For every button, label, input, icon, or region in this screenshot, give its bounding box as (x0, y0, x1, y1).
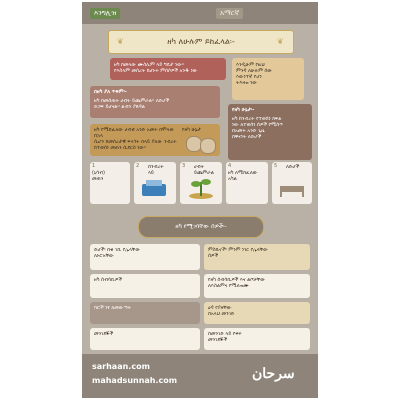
advantages-body: ዘካ በመስጠት ሀብት ይጨምራል፡፡ ለድሆች ድጋፍ ይሆናል፡፡ ልብን ያጸዳል (94, 98, 170, 110)
step-card (180, 162, 222, 204)
website-link[interactable]: mahadsunnah.com (92, 376, 178, 385)
step-number: 4 (228, 163, 232, 169)
recipient-item (90, 244, 200, 270)
basket-icon (140, 176, 168, 198)
step-number: 3 (182, 163, 186, 169)
nisab-box (90, 124, 220, 156)
conditions-body: ዘካ ከንብረት የተወሰነ ክፍል ነው ለተወሰነ ሰዎች የሚሰጥ በአመት አንድ ጊዜ በዋናነት ለድሆች (232, 116, 284, 140)
recipient-item (204, 328, 310, 350)
step-number: 5 (274, 163, 278, 169)
recipients-banner (138, 216, 264, 238)
step-label: ሀብት ይጨምራል (194, 164, 214, 176)
step-label: ለድሆች (286, 164, 300, 170)
recipient-text: ባሮች ነፃ ለመውጣት (94, 305, 131, 311)
flourish-icon: ❦ (277, 37, 284, 46)
step-number: 1 (92, 163, 96, 169)
recipient-item (204, 274, 310, 298)
coin-icon (200, 138, 216, 154)
recipient-text: ዕዳ የያዛቸው በአላህ መንገድ (208, 305, 235, 317)
intro-box-left (110, 58, 226, 80)
plant-coins-icon (186, 174, 216, 200)
step-label: በንብረት ላይ (148, 164, 164, 176)
nisab-text: ዘካ የሚከፈለው ሀብቱ አንድ አመት ከሞላው በኋላ ሲሆን ከመሰረታዊ ፍላጎት በላይ ያለው ንብረት ከተወሰነ መጠን ሲደርስ ነው፡፡ (94, 127, 177, 151)
poster (82, 2, 318, 398)
step-label: (ኒሳብ) መጠን (92, 170, 105, 182)
bed-icon (278, 180, 306, 198)
conditions-title: የዘካ ሁኔታ፡- (232, 107, 255, 113)
logo-text: سرحان (252, 366, 295, 382)
recipient-item (204, 244, 310, 270)
logo (252, 362, 306, 390)
step-number: 2 (136, 163, 140, 169)
page-title: ዘካ ለሁሉም ይከፈላል፡- (167, 37, 235, 46)
language-tag-left[interactable]: እንግሊዝ (90, 8, 120, 19)
recipient-text: ምስኪኖች፡ ምንም ነገር የሌላቸው ሰዎች (208, 247, 268, 259)
recipient-text: ድሆች፡ በቂ ገቢ የሌላቸው ለኑሮአቸው (94, 247, 141, 259)
recipient-text: ዘካ ሰብሳቢዎች (94, 277, 122, 283)
top-bar (82, 2, 318, 24)
recipient-item (90, 328, 200, 350)
step-card (272, 162, 312, 204)
step-label: ዘካ ለሚከፈለው አካል (228, 170, 258, 182)
recipient-item (90, 302, 200, 324)
title-banner (108, 30, 294, 54)
step-card (226, 162, 268, 204)
recipient-text: በመንገድ ላይ የቀሩ መንገደኞች (208, 331, 242, 343)
recipient-item (204, 302, 310, 324)
conditions-box (228, 104, 312, 160)
step-card (134, 162, 176, 204)
advantages-box (90, 86, 220, 118)
intro-right-text: እንዲሁም የዚህ ምንዳ ለሁሉም ሰው እውነተኛ የሆነ ትእዛዝ ነው (236, 62, 273, 86)
recipient-item (90, 274, 200, 298)
footer (82, 354, 318, 398)
recipient-text: መንገደኞች (94, 331, 114, 337)
website-link[interactable]: sarhaan.com (92, 362, 150, 371)
intro-box-right (232, 58, 304, 100)
nisab-label: የዘካ ሁኔታ (182, 127, 201, 133)
recipients-title: ዘካ የሚገባቸው ሰዎች፡- (175, 223, 227, 230)
recipient-text: የዘካ ሰብሳቢዎች እና ልቦቻቸው ለእስልምና የሚለዝሙ (208, 277, 266, 289)
flourish-icon: ❦ (117, 37, 124, 46)
advantages-title: በዘካ ያለ ጥቅም፡- (94, 89, 127, 95)
language-tag-right[interactable]: አማርኛ (216, 8, 243, 19)
step-card (90, 162, 130, 204)
intro-left-text: ዘካ በመላው ሙስሊም ላይ ግዴታ ነው፡፡ የእስላም መሰረት ከሆኑት ምሰሶዎች አንዱ ነው (114, 62, 198, 74)
